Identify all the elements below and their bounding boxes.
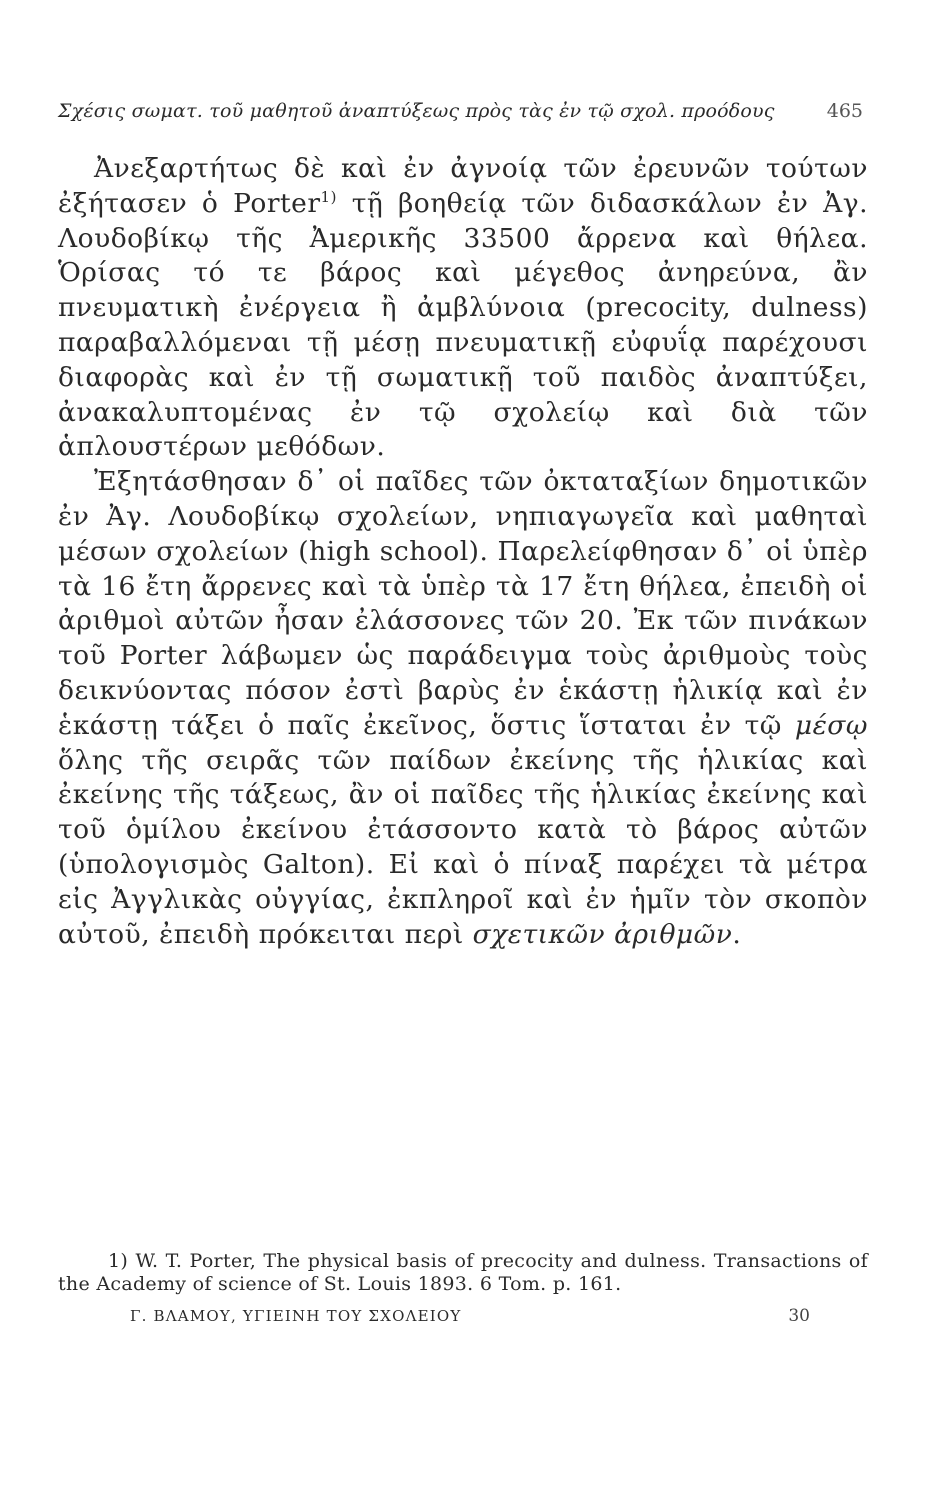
p2-text-end: . [732, 918, 742, 950]
p2-text-a: Ἐξητάσθησαν δ᾽ οἱ παῖδες τῶν ὀκταταξίων δημοτικῶν ἐν Ἀγ. Λουδοβίκῳ σχολείων, νηπιαγωγεῖα καὶ μαθηταὶ μέσων σχολείων (high school). Παρελείφθησαν δ᾽ οἱ ὑπὲρ τὰ 16 ἔτη ἄρρενες καὶ τὰ ὑπὲρ τὰ 17 ἔτη θήλεα, ἐπειδὴ οἱ ἀριθμοὶ αὐτῶν ἦσαν ἐλάσσονες τῶν 20. Ἐκ τῶν πινάκων τοῦ Porter λάβωμεν ὡς παράδειγμα τοὺς ἀριθμοὺς τοὺς δεικνύοντας πόσον ἐστὶ βαρὺς ἐν ἑκάστῃ ἡλικίᾳ καὶ ἐν ἑκάστῃ τάξει ὁ παῖς ἐκεῖνος, ὅστις ἵσταται ἐν τῷ [58, 466, 868, 741]
footnote-text: 1) W. T. Porter, The physical basis of precocity and dulness. Transactions of the Academy of science of St. Louis 1893. 6 Tom. p. 161. [58, 1250, 868, 1295]
footnote [58, 1250, 868, 1296]
page-number: 465 [826, 100, 863, 122]
printer-signature [130, 1306, 810, 1336]
p2-italic-mean: μέσῳ [794, 709, 868, 741]
p2-italic-relative: σχετικῶν ἀριθμῶν [472, 918, 733, 950]
running-title: Σχέσις σωματ. τοῦ μαθητοῦ ἀναπτύξεως πρὸς τὰς ἐν τῷ σχολ. προόδους [58, 100, 775, 122]
footnote-ref: 1) [320, 187, 337, 206]
p1-text-a: Ἀνεξαρτήτως δὲ καὶ ἐν ἀγνοίᾳ τῶν ἐρευνῶν τούτων ἐξήτασεν ὁ Porter [58, 153, 868, 219]
paragraph-1 [58, 152, 868, 465]
paragraph-2 [58, 465, 868, 952]
body-text [58, 152, 868, 952]
signature-mark: Γ. ΒΛΑΜΟΥ, ΥΓΙΕΙΝΗ ΤΟΥ ΣΧΟΛΕΙΟΥ [130, 1307, 462, 1325]
p2-text-b: ὅλης τῆς σειρᾶς τῶν παίδων ἐκείνης τῆς ἡλικίας καὶ ἐκείνης τῆς τάξεως, ἂν οἱ παῖδες τῆς ἡλικίας ἐκείνης καὶ τοῦ ὁμίλου ἐκείνου ἐτάσσοντο κατὰ τὸ βάρος αὐτῶν (ὑπολογισμὸς Galton). Εἰ καὶ ὁ πίναξ παρέχει τὰ μέτρα εἰς Ἀγγλικὰς οὐγγίας, ἐκπληροῖ καὶ ἐν ἡμῖν τὸν σκοπὸν αὐτοῦ, ἐπειδὴ πρόκειται περὶ [58, 744, 868, 950]
p1-text-b: τῇ βοηθείᾳ τῶν διδασκάλων ἐν Ἀγ. Λουδοβίκῳ τῆς Ἀμερικῆς 33500 ἄρρενα καὶ θήλεα. Ὁρίσας τό τε βάρος καὶ μέγεθος ἀνηρεύνα, ἂν πνευματικὴ ἐνέργεια ἢ ἀμβλύνοια (precocity, dulness) παραβαλλόμεναι τῇ μέσῃ πνευματικῇ εὐφυΐᾳ παρέχουσι διαφορὰς καὶ ἐν τῇ σωματικῇ τοῦ παιδὸς ἀναπτύξει, ἀνακαλυπτομένας ἐν τῷ σχολείῳ καὶ διὰ τῶν ἁπλουστέρων μεθόδων. [58, 187, 869, 463]
running-header [58, 100, 863, 134]
sheet-number: 30 [788, 1306, 810, 1326]
